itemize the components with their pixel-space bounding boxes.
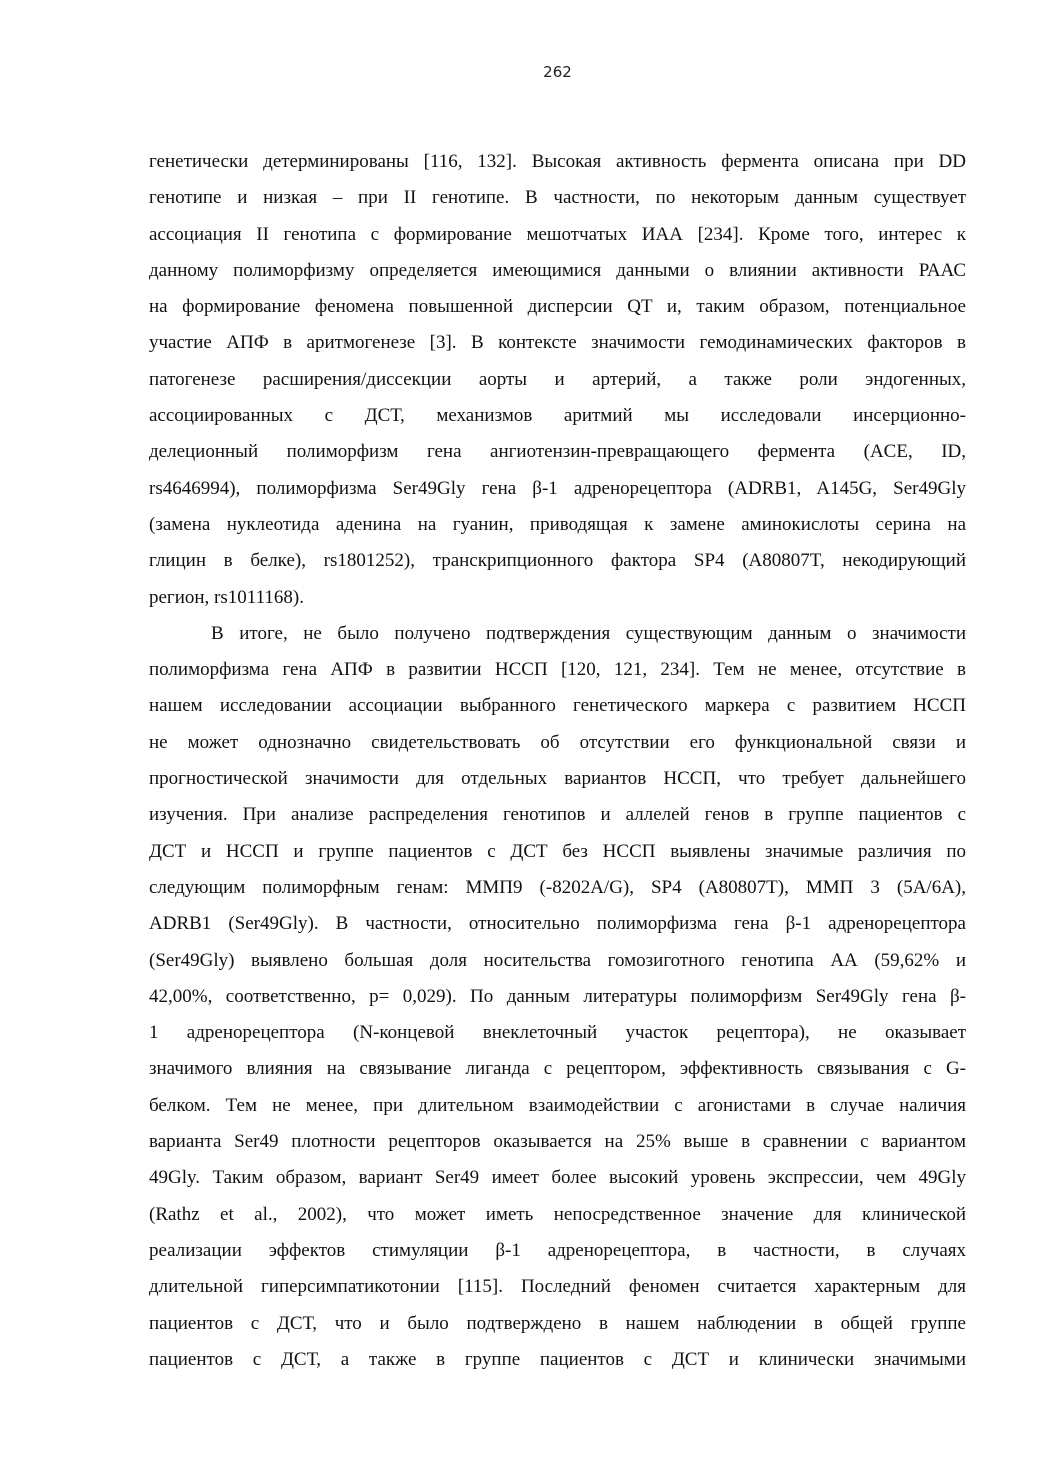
text-line: (Rathz et al., 2002), что может иметь непосредственное значение для клинической — [149, 1203, 966, 1225]
text-line: на формирование феномена повышенной дисперсии QT и, таким образом, потенциальное — [149, 296, 966, 318]
text-line: патогенезе расширения/диссекции аорты и артерий, а также роли эндогенных, — [149, 368, 966, 390]
text-line: пациентов с ДСТ, что и было подтверждено в нашем наблюдении в общей группе — [149, 1312, 966, 1334]
paragraph-continued — [149, 144, 966, 1378]
page-number: 262 — [543, 63, 572, 81]
text-line: генетически детерминированы [116, 132]. Высокая активность фермента описана при DD — [149, 151, 966, 172]
text-line: В итоге, не было получено подтверждения существующим данным о значимости — [211, 622, 966, 644]
text-line: 42,00%, соответственно, p= 0,029). По данным литературы полиморфизм Ser49Gly гена β- — [149, 985, 966, 1007]
text-line: делеционный полиморфизм гена ангиотензин-превращающего фермента (ACE, ID, — [149, 441, 966, 463]
text-line: (Ser49Gly) выявлено большая доля носительства гомозиготного генотипа АА (59,62% и — [149, 949, 966, 971]
text-line: ADRB1 (Ser49Gly). В частности, относительно полиморфизма гена β-1 адренорецептора — [149, 913, 966, 935]
text-line: 1 адренорецептора (N-концевой внеклеточный участок рецептора), не оказывает — [149, 1022, 966, 1044]
text-line: rs4646994), полиморфизма Ser49Gly гена β-1 адренорецептора (ADRB1, A145G, Ser49Gly — [149, 477, 966, 499]
text-line: участие АПФ в аритмогенезе [3]. В контексте значимости гемодинамических факторов в — [149, 332, 966, 354]
text-line: регион, rs1011168). — [149, 586, 304, 608]
text-line: прогностической значимости для отдельных вариантов НССП, что требует дальнейшего — [149, 768, 966, 790]
text-line: 49Gly. Таким образом, вариант Ser49 имеет более высокий уровень экспрессии, чем 49Gly — [149, 1167, 966, 1189]
text-line: полиморфизма гена АПФ в развитии НССП [120, 121, 234]. Тем не менее, отсутствие в — [149, 659, 966, 681]
text-line: (замена нуклеотида аденина на гуанин, приводящая к замене аминокислоты серина на — [149, 513, 966, 535]
text-line: генотипе и низкая – при II генотипе. В частности, по некоторым данным существует — [149, 187, 966, 209]
text-line: данному полиморфизму определяется имеющимися данными о влиянии активности РААС — [149, 259, 966, 281]
text-line: значимого влияния на связывание лиганда с рецептором, эффективность связывания с G- — [149, 1058, 966, 1080]
text-line: не может однозначно свидетельствовать об отсутствии его функциональной связи и — [149, 731, 966, 753]
text-line: белком. Тем не менее, при длительном взаимодействии с агонистами в случае наличия — [149, 1094, 966, 1116]
text-line: ассоциированных с ДСТ, механизмов аритмий мы исследовали инсерционно- — [149, 405, 966, 427]
text-line: реализации эффектов стимуляции β-1 адренорецептора, в частности, в случаях — [149, 1239, 966, 1261]
text-line: ДСТ и НССП и группе пациентов с ДСТ без НССП выявлены значимые различия по — [149, 840, 966, 862]
text-line: нашем исследовании ассоциации выбранного генетического маркера с развитием НССП — [149, 695, 966, 717]
text-line: глицин в белке), rs1801252), транскрипционного фактора SP4 (A80807T, некодирующий — [149, 550, 966, 572]
text-line: ассоциация II генотипа с формирование мешотчатых ИАА [234]. Кроме того, интерес к — [149, 223, 966, 245]
text-line: длительной гиперсимпатикотонии [115]. Последний феномен считается характерным для — [149, 1276, 966, 1298]
text-line: изучения. При анализе распределения генотипов и аллелей генов в группе пациентов с — [149, 804, 966, 826]
text-line: следующим полиморфным генам: ММП9 (-8202A/G), SP4 (A80807T), ММП 3 (5A/6A), — [149, 876, 966, 898]
text-line: пациентов с ДСТ, а также в группе пациентов с ДСТ и клинически значимыми — [149, 1348, 966, 1370]
text-line: варианта Ser49 плотности рецепторов оказывается на 25% выше в сравнении с вариантом — [149, 1131, 966, 1153]
